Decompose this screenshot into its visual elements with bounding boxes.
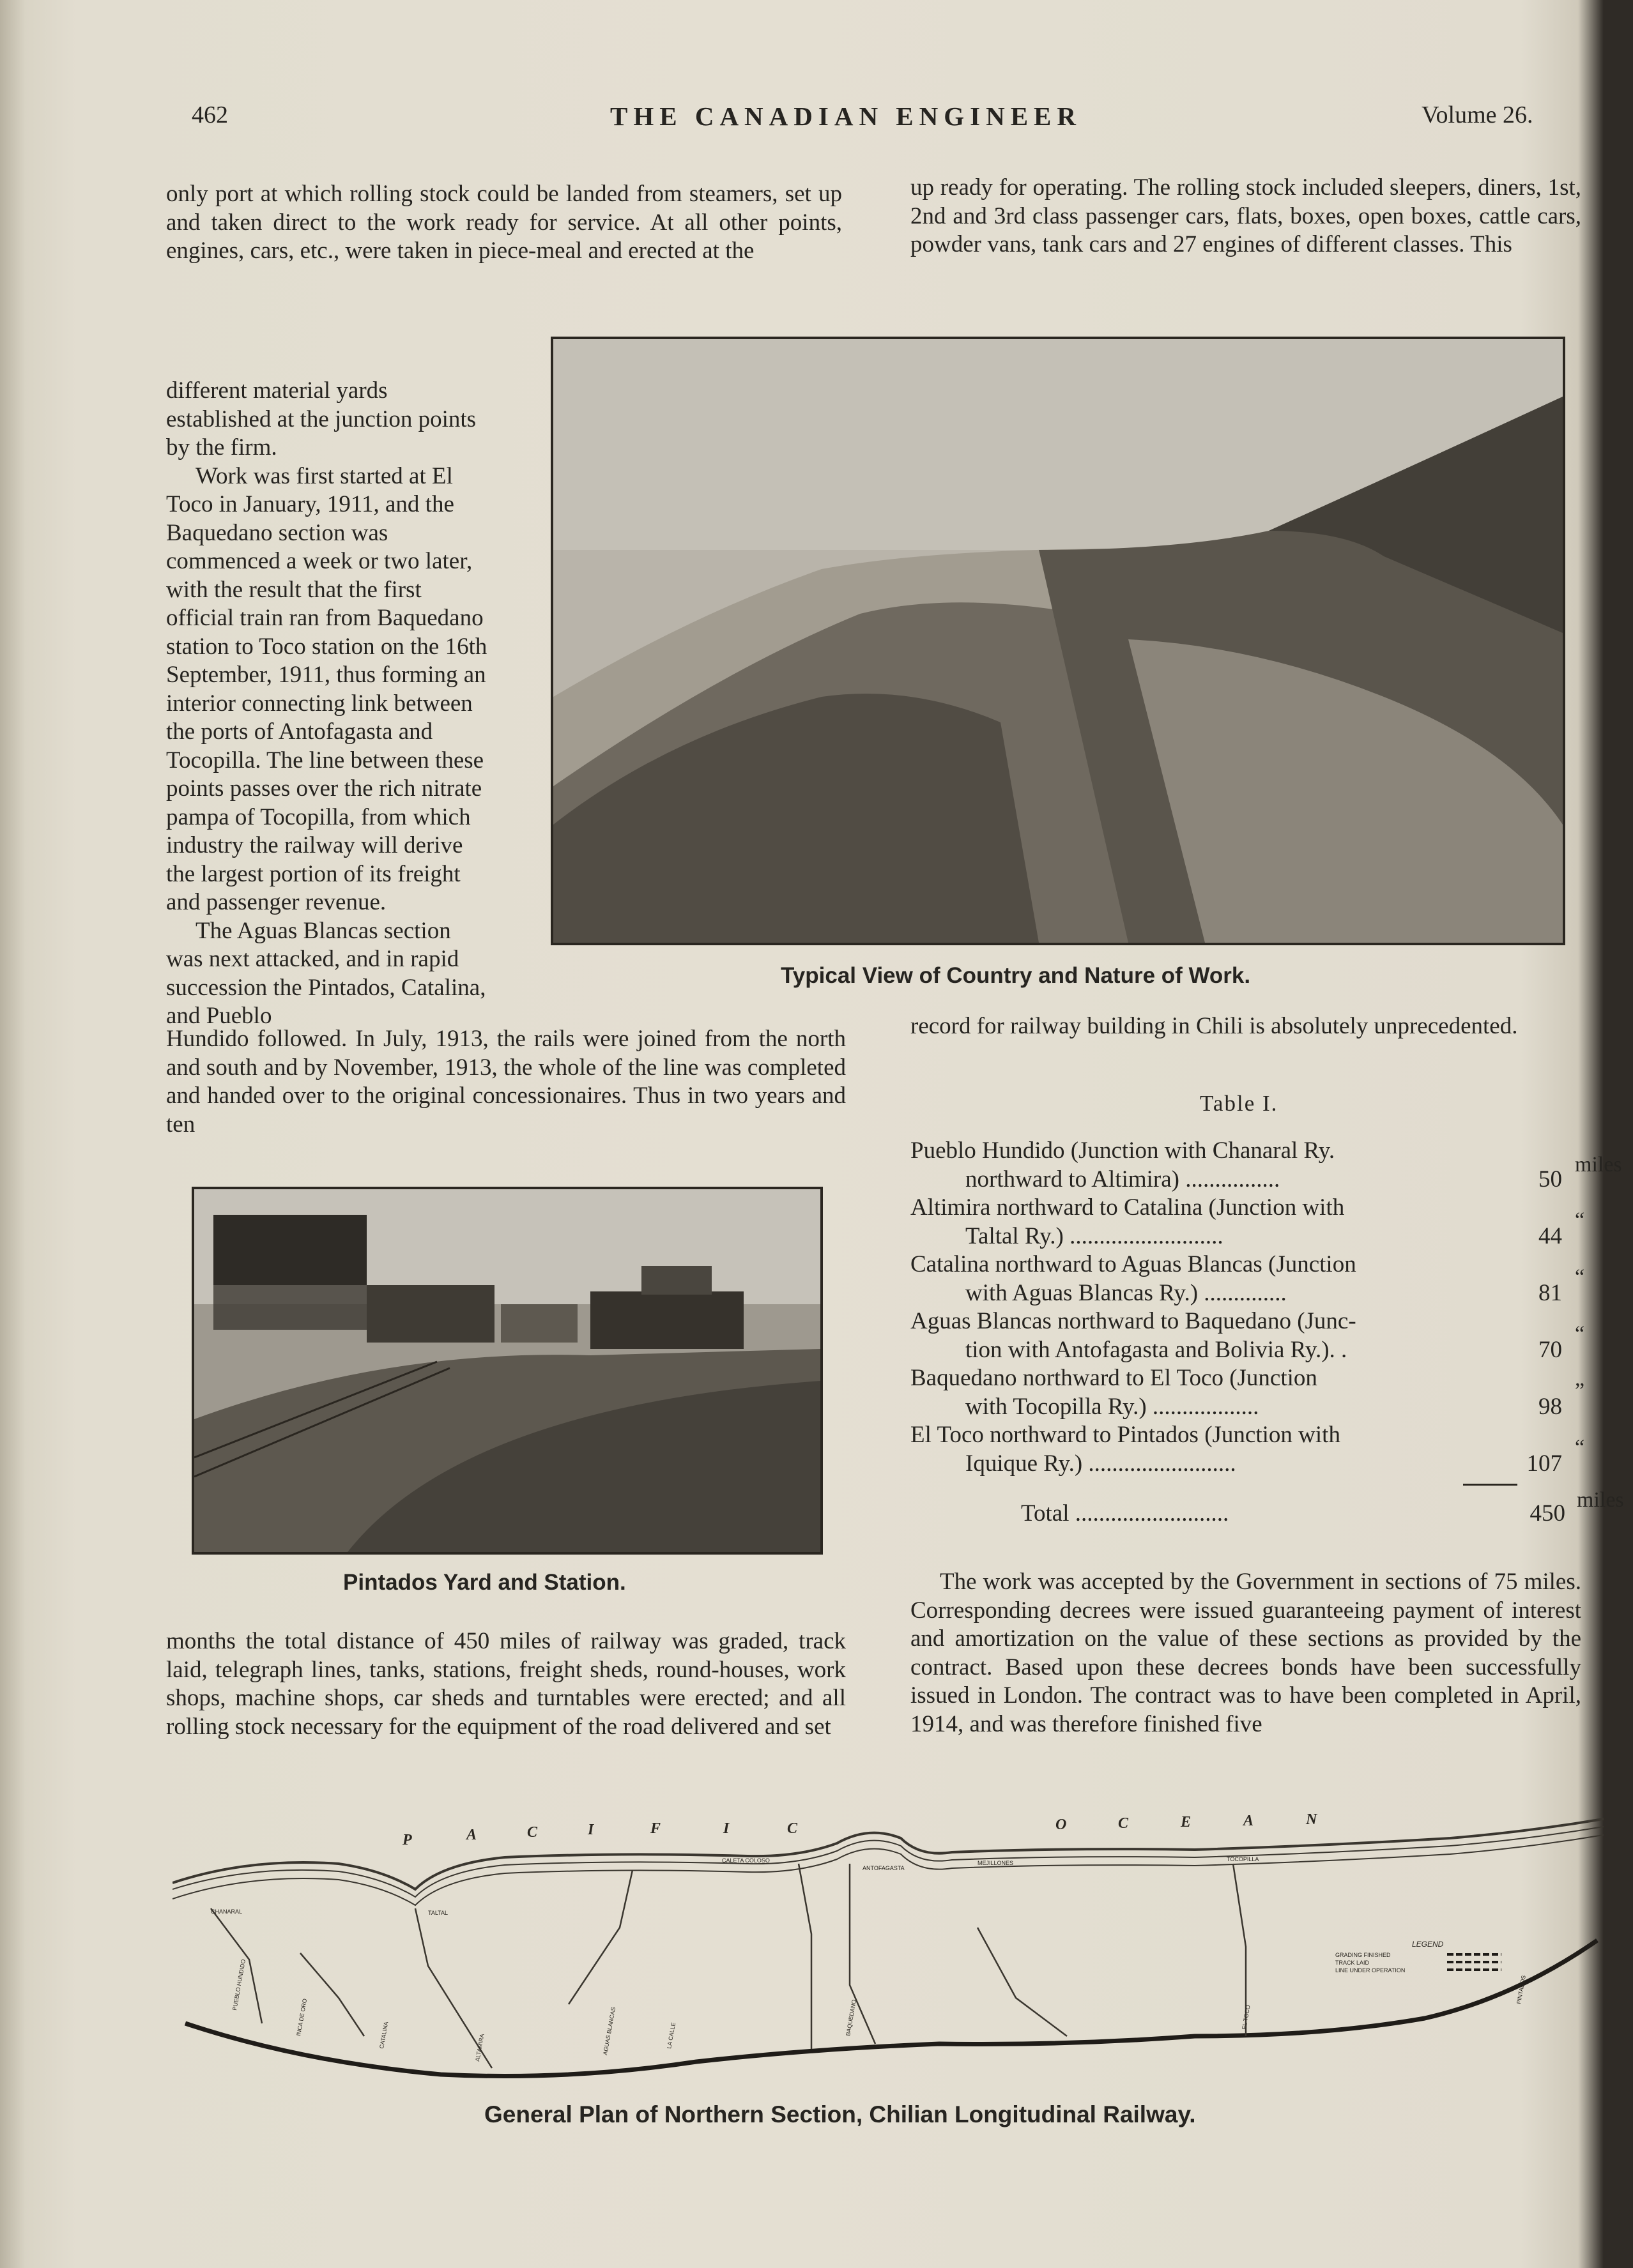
table-total-miles: 450	[1529, 1500, 1565, 1526]
map-station-label: ALTAMIRA	[474, 2033, 486, 2062]
table-total-row	[1021, 1488, 1624, 1527]
table-row-miles: 98	[1538, 1393, 1562, 1420]
table-row-text: El Toco northward to Pintados (Junction with	[910, 1422, 1340, 1448]
table-row-text: Taltal Ry.) ..........................	[965, 1222, 1223, 1249]
map-ocean-letter: A	[1243, 1813, 1254, 1829]
column2-top	[910, 174, 1581, 259]
column1-paragraph: only port at which rolling stock could be landed from steamers, set up and taken direct to the work ready for service. At all other points, engines, cars, etc., were taken in piece-meal and erected at the	[166, 181, 842, 264]
map-legend-title: LEGEND	[1412, 1940, 1444, 1949]
map-ocean-letter: C	[787, 1820, 798, 1837]
column1-paragraph: months the total distance of 450 miles of railway was graded, track laid, telegraph lines, tanks, stations, freight sheds, round-houses, work shops, machine shops, car sheds and turntables were erected; and all rolling stock necessary for the equipment of the road delivered and set	[166, 1628, 846, 1740]
map-ocean-letter: O	[1055, 1816, 1067, 1833]
table-total-unit: miles	[1577, 1488, 1624, 1512]
table-row-text: tion with Antofagasta and Bolivia Ry.). .	[965, 1336, 1347, 1363]
map-ocean-letter: N	[1306, 1811, 1317, 1828]
table-row-text: Iquique Ry.) .........................	[965, 1450, 1236, 1477]
map-caption: General Plan of Northern Section, Chilian Longitudinal Railway.	[484, 2101, 1196, 2127]
table-row	[910, 1137, 1622, 1194]
journal-title: THE CANADIAN ENGINEER	[610, 102, 1082, 131]
table-row	[910, 1194, 1585, 1251]
map-legend-item: GRADING FINISHED	[1335, 1952, 1391, 1958]
station-yard-photo	[192, 1187, 823, 1555]
table-row-text: with Aguas Blancas Ry.) ..............	[965, 1279, 1287, 1306]
table-row-unit: “	[1575, 1265, 1585, 1289]
table-row-miles: 107	[1526, 1450, 1562, 1477]
table-total-label: Total ..........................	[1021, 1500, 1229, 1526]
column1-paragraph: The Aguas Blancas section was next attacked, and in rapid succession the Pintados, Catalina, and Pueblo	[166, 917, 486, 1029]
table-row-text: Baquedano northward to El Toco (Junction	[910, 1365, 1317, 1391]
map-station-label: AGUAS BLANCAS	[602, 2006, 617, 2056]
table-row-unit: “	[1575, 1436, 1585, 1459]
column1-end	[166, 1627, 846, 1741]
column2-paragraph: The work was accepted by the Government in sections of 75 miles. Corresponding decrees were issued guaranteeing payment of interest and amortization on the value of these sections as provided by the contract. Based upon these decrees bonds have been successfully issued in London. The contract was to have been completed in April, 1914, and was therefore finished five	[910, 1569, 1581, 1737]
column2-end	[910, 1568, 1581, 1739]
map-ocean-letter: A	[466, 1827, 477, 1843]
photo-caption: Pintados Yard and Station.	[343, 1570, 626, 1595]
map-ocean-letter: C	[527, 1824, 538, 1841]
map-station-label: PUEBLO HUNDIDO	[231, 1958, 247, 2011]
column1-paragraph: Hundido followed. In July, 1913, the rails were joined from the north and south and by November, 1913, the whole of the line was completed and handed over to the original concessionaires. Thus in two years and ten	[166, 1026, 846, 1138]
map-port-label: ANTOFAGASTA	[862, 1865, 905, 1871]
map-station-label: BAQUEDANO	[845, 1998, 857, 2037]
page-number: 462	[192, 102, 228, 128]
table-row	[910, 1251, 1585, 1307]
table-row	[910, 1364, 1585, 1421]
map-station-label: INCA DE ORO	[295, 1998, 309, 2037]
table-row	[910, 1421, 1585, 1478]
table-row-text: Catalina northward to Aguas Blancas (Junction	[910, 1251, 1356, 1277]
map-port-label: MEJILLONES	[977, 1860, 1014, 1866]
map-station-label: CATALINA	[378, 2021, 390, 2050]
map-station-label: LA CALLE	[666, 2021, 677, 2050]
column1-paragraph: Work was first started at El Toco in January, 1911, and the Baquedano section was commenced a week or two later, with the result that the first official train ran from Baquedano station to Toco station on the 16th September, 1911, thus forming an interior connecting link between the ports of Antofagasta and Tocopilla. The line between these points passes over the rich nitrate pampa of Tocopilla, from which industry the railway will derive the largest portion of its freight and passenger revenue.	[166, 462, 487, 915]
table-row-miles: 81	[1538, 1279, 1562, 1306]
table-row-text: with Tocopilla Ry.) ..................	[965, 1393, 1259, 1420]
column2-paragraph: up ready for operating. The rolling stock included sleepers, diners, 1st, 2nd and 3rd class passenger cars, flats, boxes, open boxes, cattle cars, powder vans, tank cars and 27 engines of different classes. This	[910, 174, 1581, 257]
map-port-label: CHANARAL	[211, 1908, 243, 1915]
table-row-miles: 50	[1538, 1166, 1562, 1192]
map-port-label: CALETA COLOSO	[722, 1857, 770, 1864]
table-title: Table I.	[1200, 1091, 1278, 1116]
table-row-unit: “	[1575, 1208, 1585, 1232]
table-row-unit: miles	[1575, 1153, 1622, 1176]
map-legend-item: TRACK LAID	[1335, 1960, 1370, 1966]
column1-paragraph: different material yards established at the junction points by the firm.	[166, 377, 477, 460]
map-port-label: TOCOPILLA	[1227, 1856, 1259, 1862]
table-row-text: Pueblo Hundido (Junction with Chanaral Ry.	[910, 1138, 1335, 1164]
table-row-text: Aguas Blancas northward to Baquedano (Junc-	[910, 1308, 1356, 1334]
table-row-unit: “	[1575, 1322, 1585, 1346]
column1-bottom	[166, 1025, 846, 1139]
table-row-miles: 44	[1538, 1222, 1562, 1249]
column1-top	[166, 180, 842, 266]
column1-middle	[166, 377, 493, 1031]
map-legend-item: LINE UNDER OPERATION	[1335, 1967, 1406, 1974]
table-row	[910, 1307, 1585, 1364]
map-ocean-letter: I	[723, 1820, 730, 1837]
table-row-miles: 70	[1538, 1336, 1562, 1363]
table-row-text: northward to Altimira) ................	[965, 1166, 1280, 1192]
table-row-unit: ”	[1575, 1379, 1585, 1403]
table-total-rule	[1463, 1484, 1517, 1486]
volume-label: Volume 26.	[1422, 102, 1533, 128]
map-ocean-letter: I	[588, 1822, 594, 1838]
map-ocean-letter: F	[650, 1820, 661, 1837]
photo-caption: Typical View of Country and Nature of Work.	[781, 963, 1251, 988]
map-ocean-letter: E	[1181, 1814, 1192, 1830]
column2-paragraph: record for railway building in Chili is absolutely unprecedented.	[910, 1013, 1518, 1039]
column2-middle	[910, 1012, 1578, 1041]
map-ocean-letter: P	[402, 1832, 412, 1848]
table-row-text: Altimira northward to Catalina (Junction with	[910, 1194, 1345, 1221]
map-ocean-letter: C	[1118, 1815, 1129, 1832]
landscape-photo	[551, 337, 1565, 945]
map-station-label: PINTADOS	[1515, 1974, 1527, 2005]
railway-map	[172, 1793, 1604, 2094]
map-station-label: EL TOCO	[1241, 2004, 1252, 2030]
map-port-label: TALTAL	[428, 1910, 448, 1916]
